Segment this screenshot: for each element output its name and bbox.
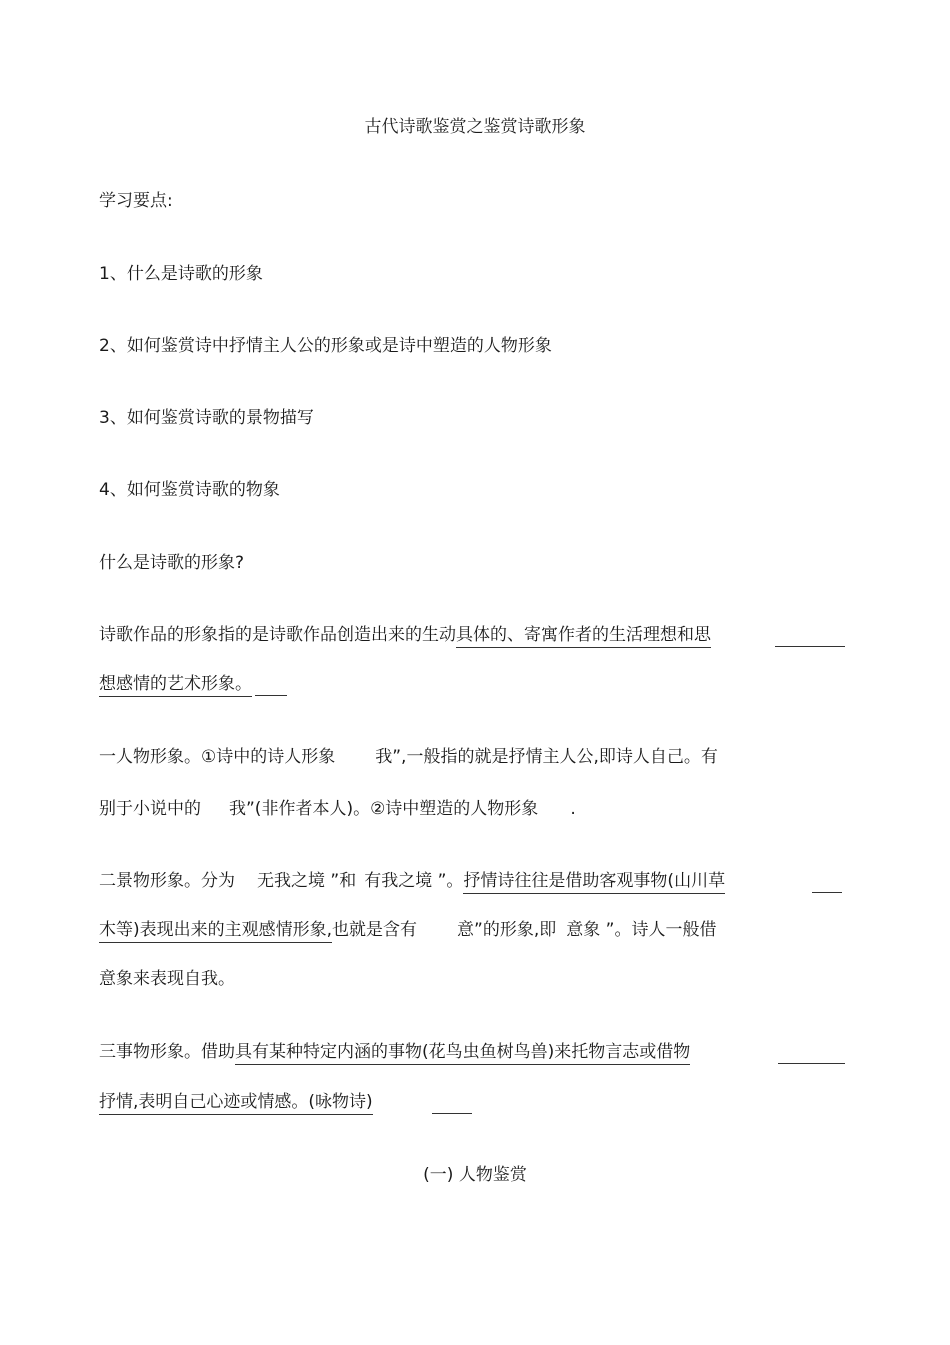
para-underlined-text: 具有某种特定内涵的事物(花鸟虫鱼树鸟兽)来托物言志或借物 [235,1042,690,1065]
para-text: 三事物形象。借助 [99,1042,235,1062]
para-object-image-line-1 [99,1041,690,1063]
section-heading: (一) 人物鉴赏 [423,1165,527,1185]
definition-underlined-text: 想感情的艺术形象。 [99,674,252,697]
para-underlined-text: 抒情诗往往是借助客观事物(山川草 [463,871,725,894]
para-text: 意象 ”。诗人一般借 [566,920,717,940]
para-text: 我”,一般指的就是抒情主人公,即诗人自己。有 [375,747,718,767]
underline-extension [812,892,842,893]
para-text: 无我之境 ”和 [257,871,357,891]
definition-line-1 [99,624,711,646]
study-point-item: 3、如何鉴赏诗歌的景物描写 [99,408,314,428]
para-text: 二景物形象。分为 [99,871,235,891]
para-text: . [570,799,576,819]
para-text: 意”的形象,即 [457,920,557,940]
para-text: 也就是含有 [332,920,418,940]
para-text: 一人物形象。①诗中的诗人形象 [99,747,336,767]
para-character-image-line-1 [99,746,718,768]
para-underlined-text: 木等)表现出来的主观感情形象, [99,920,332,943]
para-scenery-image-line-2 [99,919,716,941]
para-text: 我”(非作者本人)。②诗中塑造的人物形象 [229,799,539,819]
study-points-heading: 学习要点: [99,191,173,211]
para-character-image-line-2 [99,798,576,820]
underline-extension [255,695,287,696]
study-point-item: 2、如何鉴赏诗中抒情主人公的形象或是诗中塑造的人物形象 [99,336,552,356]
page-title: 古代诗歌鉴赏之鉴赏诗歌形象 [364,117,586,137]
underline-extension [432,1113,472,1114]
definition-underlined-text: 具体的、寄寓作者的生活理想和思 [456,625,711,648]
study-point-item: 1、什么是诗歌的形象 [99,264,263,284]
para-text: 别于小说中的 [99,799,201,819]
para-object-image-line-2 [99,1091,373,1113]
underline-extension [775,646,845,647]
question-heading: 什么是诗歌的形象? [99,553,245,573]
para-text: 有我之境 ”。 [364,871,464,891]
para-scenery-image-line-3: 意象来表现自我。 [99,969,235,989]
definition-line-2 [99,673,252,695]
para-underlined-text: 抒情,表明自己心迹或情感。(咏物诗) [99,1092,373,1115]
para-scenery-image-line-1 [99,870,725,892]
study-point-item: 4、如何鉴赏诗歌的物象 [99,480,280,500]
underline-extension [778,1063,845,1064]
definition-text: 诗歌作品的形象指的是诗歌作品创造出来的生动 [99,625,456,645]
